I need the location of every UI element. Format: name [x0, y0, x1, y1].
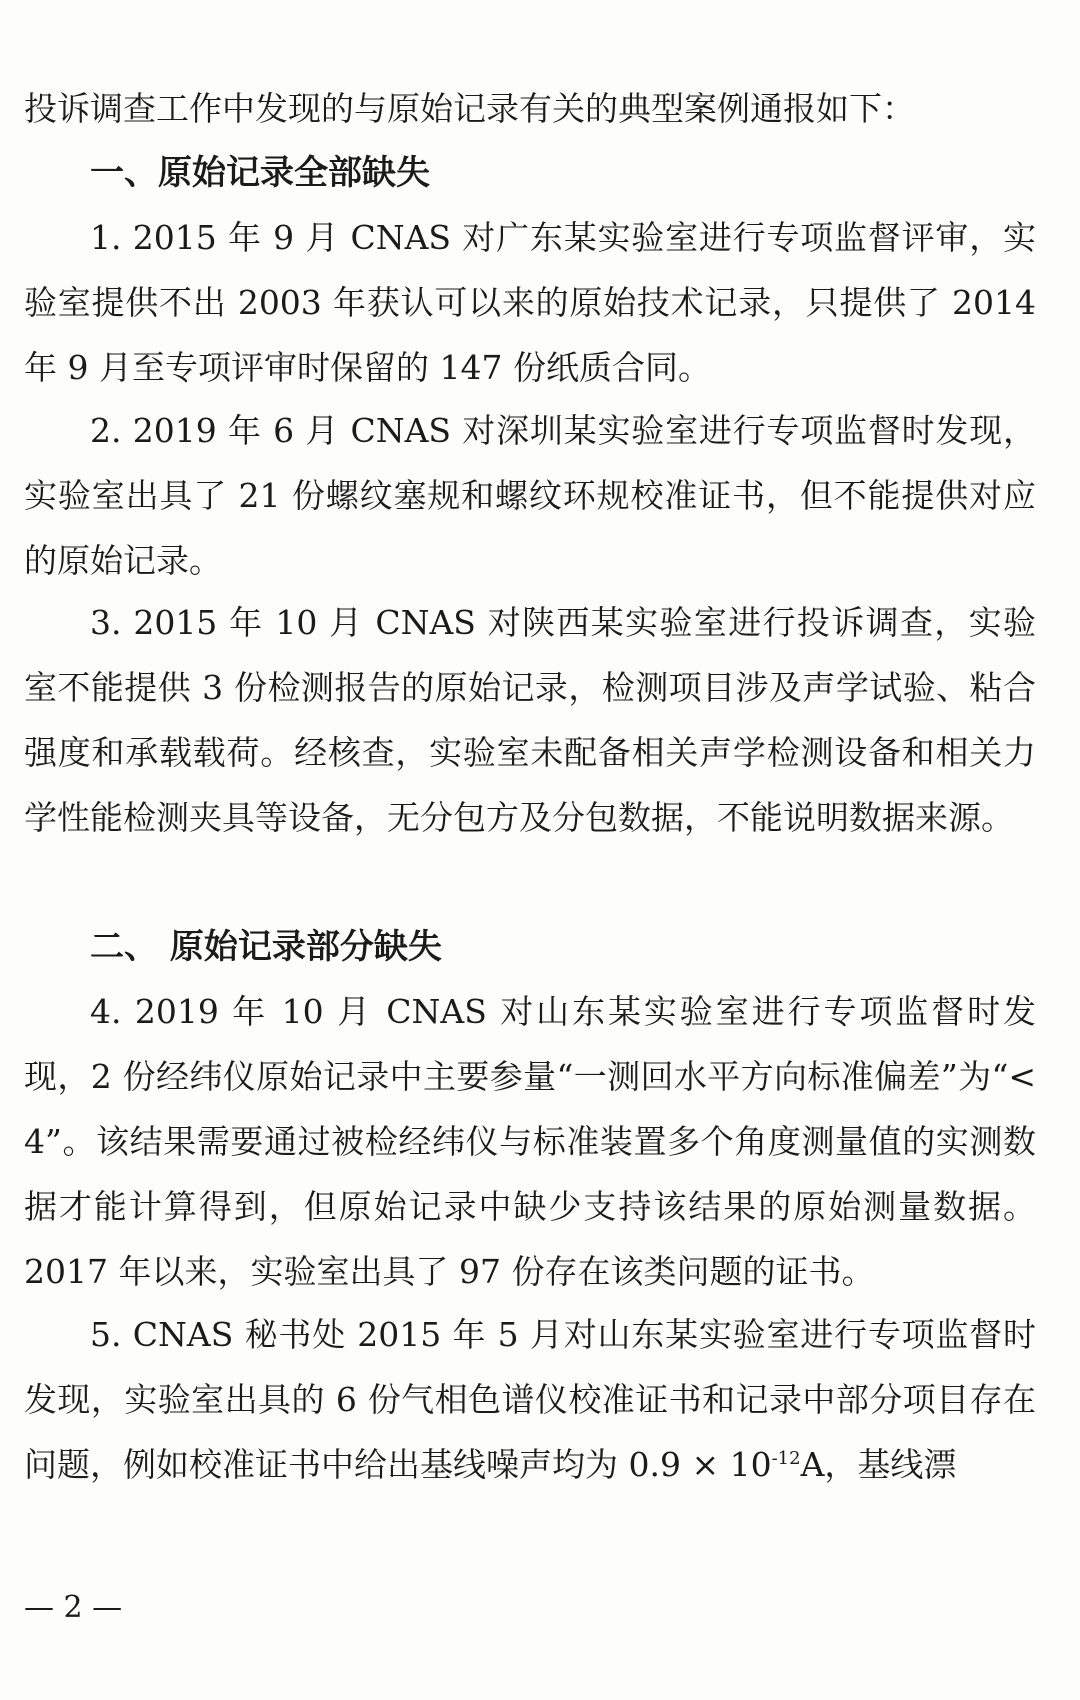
section-1-heading: 一、原始记录全部缺失 — [90, 153, 430, 193]
intro-paragraph: 投诉调查工作中发现的与原始记录有关的典型案例通报如下： — [24, 89, 915, 128]
case-5-exponent: -12 — [771, 1448, 801, 1469]
case-5-paragraph — [24, 1302, 1036, 1497]
case-5-tail: A，基线漂 — [800, 1445, 957, 1484]
case-3-paragraph: 3. 2015 年 10 月 CNAS 对陕西某实验室进行投诉调查，实验室不能提供 3 份检测报告的原始记录，检测项目涉及声学试验、粘合强度和承载载荷。经核查，实验室未配备相关声学检测设备和相关力学性能检测夹具等设备，无分包方及分包数据，不能说明数据来源。 — [24, 603, 1036, 837]
section-2-heading: 二、 原始记录部分缺失 — [90, 927, 442, 967]
page-number: — 2 — — [24, 1590, 123, 1625]
case-1-paragraph: 1. 2015 年 9 月 CNAS 对广东某实验室进行专项监督评审，实验室提供不出 2003 年获认可以来的原始技术记录，只提供了 2014 年 9 月至专项评审时保留的 147 份纸质合同。 — [24, 218, 1036, 387]
case-4-paragraph: 4. 2019 年 10 月 CNAS 对山东某实验室进行专项监督时发现，2 份经纬仪原始记录中主要参量“一测回水平方向标准偏差”为“< 4”。该结果需要通过被检经纬仪与标准装置多个角度测量值的实测数据才能计算得到，但原始记录中缺少支持该结果的原始测量数据。2017 年以来，实验室出具了 97 份存在该类问题的证书。 — [24, 992, 1036, 1291]
case-2-paragraph: 2. 2019 年 6 月 CNAS 对深圳某实验室进行专项监督时发现，实验室出具了 21 份螺纹塞规和螺纹环规校准证书，但不能提供对应的原始记录。 — [24, 411, 1036, 580]
case-5-text: 5. CNAS 秘书处 2015 年 5 月对山东某实验室进行专项监督时发现，实验室出具的 6 份气相色谱仪校准证书和记录中部分项目存在问题，例如校准证书中给出基线噪声均为 0.9 × 10 — [24, 1315, 1036, 1484]
